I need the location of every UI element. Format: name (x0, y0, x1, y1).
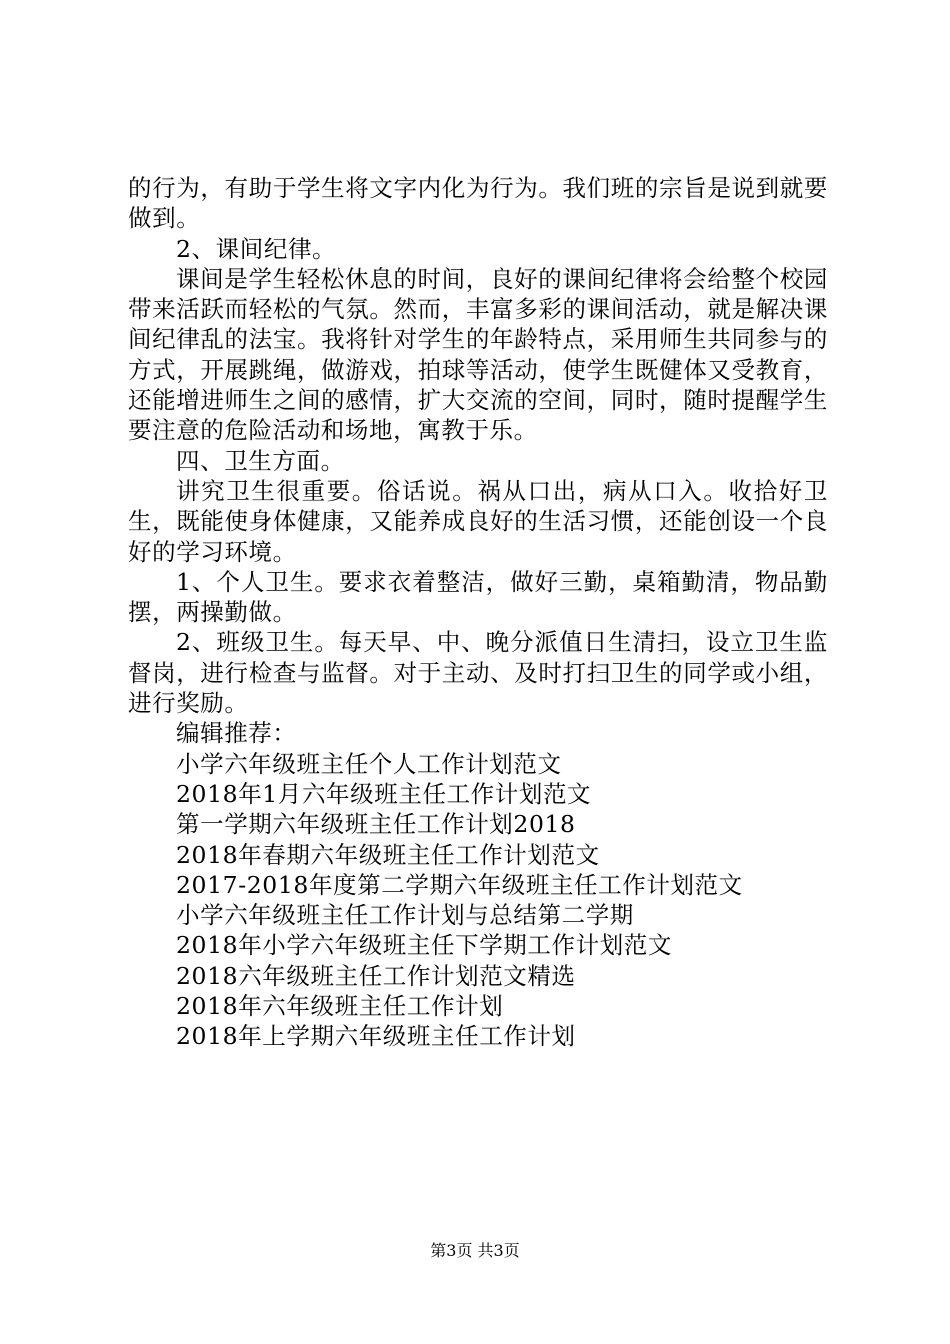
recommended-item[interactable]: 2018年上学期六年级班主任工作计划 (176, 1022, 576, 1051)
recommended-item[interactable]: 2017-2018年度第二学期六年级班主任工作计划范文 (176, 870, 743, 899)
editor-recommendation-label: 编辑推荐： (176, 719, 297, 748)
recommended-item[interactable]: 第一学期六年级班主任工作计划2018 (176, 810, 576, 839)
document-body (128, 173, 828, 1052)
heading-break-discipline: 2、课间纪律。 (176, 234, 337, 263)
recommended-item[interactable]: 小学六年级班主任工作计划与总结第二学期 (176, 901, 634, 930)
recommended-item[interactable]: 2018年春期六年级班主任工作计划范文 (176, 840, 600, 869)
page-footer (0, 1241, 950, 1261)
recommended-item[interactable]: 小学六年级班主任个人工作计划范文 (176, 749, 562, 778)
paragraph-personal-hygiene: 1、个人卫生。要求衣着整洁，做好三勤，桌箱勤清，物品勤摆，两操勤做。 (128, 567, 828, 627)
heading-hygiene: 四、卫生方面。 (176, 446, 345, 475)
page-number-label: 第3页 共3页 (430, 1241, 520, 1260)
paragraph-class-hygiene: 2、班级卫生。每天早、中、晚分派值日生清扫，设立卫生监督岗，进行检查与监督。对于主动、及时打扫卫生的同学或小组，进行奖励。 (128, 628, 828, 718)
recommended-item[interactable]: 2018年小学六年级班主任下学期工作计划范文 (176, 931, 673, 960)
paragraph-break-discipline: 课间是学生轻松休息的时间，良好的课间纪律将会给整个校园带来活跃而轻松的气氛。然而，丰富多彩的课间活动，就是解决课间纪律乱的法宝。我将针对学生的年龄特点，采用师生共同参与的方式，开展跳绳，做游戏，拍球等活动，使学生既健体又受教育，还能增进师生之间的感情，扩大交流的空间，同时，随时提醒学生要注意的危险活动和场地，寓教于乐。 (128, 264, 828, 445)
recommended-item[interactable]: 2018六年级班主任工作计划范文精选 (176, 961, 576, 990)
paragraph-hygiene-intro: 讲究卫生很重要。俗话说。祸从口出，病从口入。收拾好卫生，既能使身体健康，又能养成良好的生活习惯，还能创设一个良好的学习环境。 (128, 476, 828, 566)
recommended-list (128, 749, 828, 1052)
paragraph-continuation: 的行为，有助于学生将文字内化为行为。我们班的宗旨是说到就要做到。 (128, 174, 828, 233)
recommended-item[interactable]: 2018年六年级班主任工作计划 (176, 992, 504, 1021)
recommended-item[interactable]: 2018年1月六年级班主任工作计划范文 (176, 779, 592, 808)
